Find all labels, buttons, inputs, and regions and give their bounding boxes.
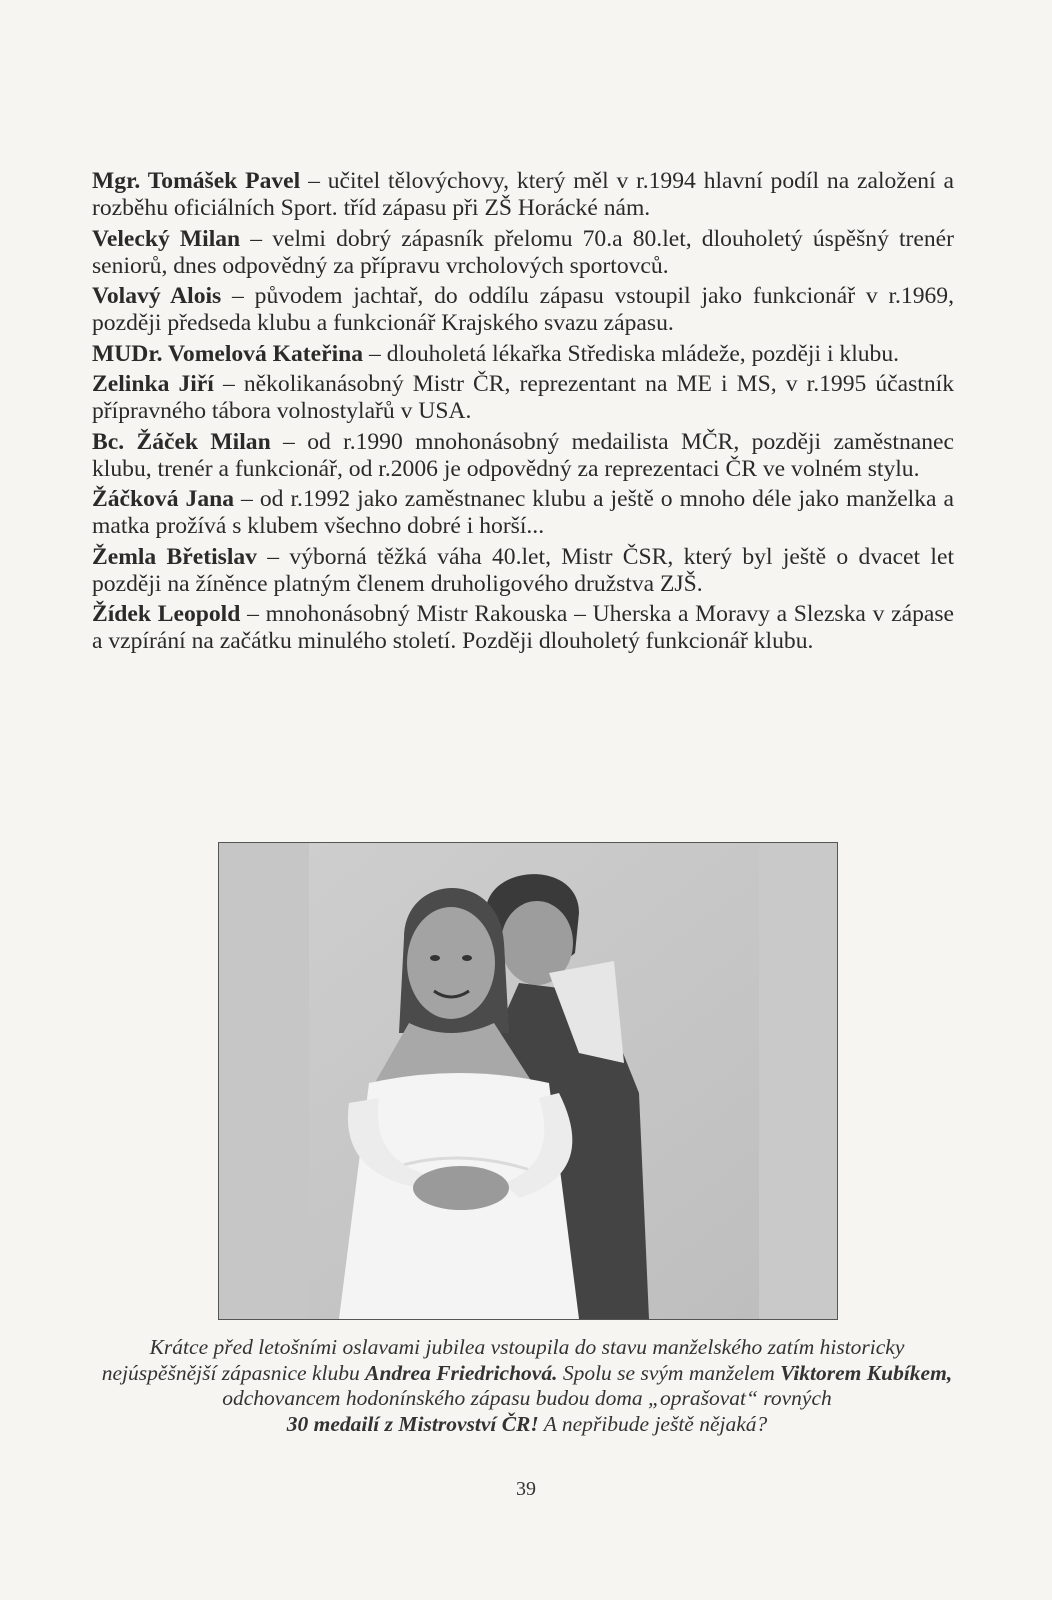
list-item: [92, 283, 954, 337]
caption-bold1: Andrea Friedrichová.: [365, 1360, 558, 1385]
caption-part3: odchovancem hodonínského zápasu budou doma „oprašovat“ rovných: [222, 1386, 832, 1410]
entry-text: – od r.1992 jako zaměstnanec klubu a ještě o mnoho déle jako manželka a matka prožívá s klubem všechno dobré i horší...: [92, 486, 954, 539]
entry-text: – velmi dobrý zápasník přelomu 70.a 80.let, dlouholetý úspěšný trenér seniorů, dnes odpovědný za přípravu vrcholových sportovců.: [92, 225, 954, 279]
wedding-photo-illustration: [219, 843, 837, 1319]
entry-name: Žemla Břetislav: [92, 543, 257, 570]
list-item: [92, 341, 954, 368]
entry-name: Žáčková Jana: [92, 486, 235, 512]
entries-list: [92, 168, 954, 659]
list-item: [92, 168, 954, 222]
entry-name: Zelinka Jiří: [92, 371, 214, 397]
entry-name: Bc. Žáček Milan: [92, 428, 271, 455]
page-number: 39: [516, 1478, 536, 1500]
entry-name: MUDr. Vomelová Kateřina: [92, 340, 364, 367]
list-item: [92, 601, 954, 655]
list-item: [92, 226, 954, 280]
list-item: [92, 429, 954, 483]
list-item: [92, 544, 954, 598]
caption-part2: Spolu se svým manželem: [557, 1360, 781, 1385]
entry-text: – několikanásobný Mistr ČR, reprezentant na ME i MS, v r.1995 účastník přípravného tábora volnostylařů v USA.: [92, 371, 955, 424]
entry-text: – dlouholetá lékařka Střediska mládeže, později i klubu.: [363, 340, 900, 367]
caption-part1: Krátce před letošními oslavami jubilea vstoupila do stavu manželského zatím historicky nejúspěšnější zápasnice klubu: [101, 1335, 905, 1385]
entry-name: Velecký Milan: [92, 225, 241, 252]
wedding-photo: [218, 842, 838, 1320]
entry-name: Volavý Alois: [92, 283, 222, 309]
entry-text: – od r.1990 mnohonásobný medailista MČR, později zaměstnanec klubu, trenér a funkcionář, od r.2006 je odpovědný za reprezentaci ČR ve volném stylu.: [92, 428, 954, 482]
caption-bold3: 30 medailí z Mistrovství ČR!: [286, 1411, 539, 1436]
entry-text: – výborná těžká váha 40.let, Mistr ČSR, který byl ještě o dvacet let později na žíněnce platným členem druholigového družstva ZJŠ.: [92, 543, 954, 597]
entry-name: Žídek Leopold: [92, 601, 241, 627]
entry-text: – původem jachtař, do oddílu zápasu vstoupil jako funkcionář v r.1969, později předseda klubu a funkcionář Krajského svazu zápasu.: [92, 283, 954, 336]
photo-caption: [96, 1335, 958, 1437]
list-item: [92, 371, 954, 425]
entry-name: Mgr. Tomášek Pavel: [92, 168, 301, 194]
entry-text: – učitel tělovýchovy, který měl v r.1994 hlavní podíl na založení a rozběhu oficiálních Sport. tříd zápasu při ZŠ Horácké nám.: [92, 168, 954, 221]
caption-part4: A nepřibude ještě nějaká?: [538, 1411, 768, 1436]
list-item: [92, 486, 954, 540]
caption-bold2: Viktorem Kubíkem,: [780, 1360, 953, 1385]
entry-text: – mnohonásobný Mistr Rakouska – Uherska a Moravy a Slezska v zápase a vzpírání na začátku minulého století. Později dlouholetý funkcionář klubu.: [92, 601, 954, 654]
